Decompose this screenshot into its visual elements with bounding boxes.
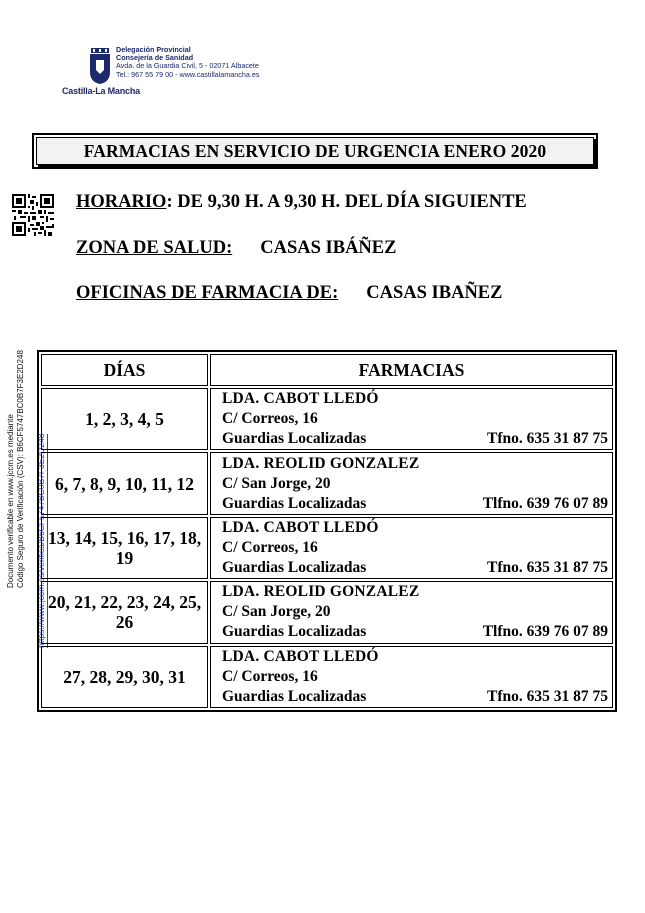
row-farmacia	[210, 581, 613, 643]
horario-line	[76, 192, 527, 213]
row-dias: 13, 14, 15, 16, 17, 18, 19	[41, 517, 208, 579]
header-farmacias: FARMACIAS	[210, 354, 613, 386]
table-row	[41, 646, 613, 708]
verification-link[interactable]: https://www.jccm.es/verifica/B6CF5747BC0B7F3E2D248	[36, 433, 46, 648]
pharmacy-address: C/ Correos, 16	[222, 410, 318, 428]
crest-icon	[88, 48, 112, 84]
verification-line-2: Código Seguro de Verificación (CSV): B6CF5747BC0B7F3E2D248	[16, 350, 25, 588]
pharmacy-guardias-row	[222, 622, 608, 642]
table-header-row	[41, 354, 613, 386]
pharmacy-phone: Tfno. 635 31 87 75	[487, 430, 608, 448]
pharmacy-guardias: Guardias Localizadas	[222, 558, 367, 576]
pharmacy-name: LDA. CABOT LLEDÓ	[222, 390, 379, 408]
pharmacy-guardias: Guardias Localizadas	[222, 494, 367, 512]
zona-label: ZONA DE SALUD:	[76, 238, 233, 258]
pharmacy-name: LDA. REOLID GONZALEZ	[222, 583, 420, 601]
pharmacy-phone: Tlfno. 639 76 07 89	[482, 494, 608, 512]
pharmacy-guardias: Guardias Localizadas	[222, 687, 367, 705]
pharmacy-phone: Tlfno. 639 76 07 89	[482, 623, 608, 641]
pharmacy-name: LDA. CABOT LLEDÓ	[222, 647, 379, 665]
row-farmacia	[210, 388, 613, 450]
row-farmacia	[210, 646, 613, 708]
qr-code-icon	[12, 194, 54, 236]
header-dias: DÍAS	[41, 354, 208, 386]
row-dias: 27, 28, 29, 30, 31	[41, 646, 208, 708]
title-box	[32, 133, 598, 169]
horario-label: HORARIO	[76, 192, 167, 212]
pharmacy-address: C/ Correos, 16	[222, 667, 318, 685]
page-title: FARMACIAS EN SERVICIO DE URGENCIA ENERO 2020	[36, 137, 594, 165]
oficinas-line	[76, 283, 503, 304]
pharmacy-guardias-row	[222, 494, 608, 514]
pharmacy-address: C/ San Jorge, 20	[222, 603, 331, 621]
pharmacy-guardias: Guardias Localizadas	[222, 430, 367, 448]
oficinas-value: CASAS IBAÑEZ	[366, 283, 503, 303]
table-row	[41, 388, 613, 450]
table-row	[41, 581, 613, 643]
zona-value: CASAS IBÁÑEZ	[260, 238, 397, 258]
pharmacy-guardias-row	[222, 429, 608, 449]
pharmacy-phone: Tfno. 635 31 87 75	[487, 558, 608, 576]
org-line-3: Avda. de la Guardia Civil, 5 - 02071 Albacete	[116, 61, 259, 71]
organization-info	[116, 46, 259, 79]
pharmacy-guardias: Guardias Localizadas	[222, 623, 367, 641]
pharmacy-address: C/ San Jorge, 20	[222, 474, 331, 492]
row-farmacia	[210, 517, 613, 579]
table-row	[41, 452, 613, 514]
verification-text	[6, 350, 26, 588]
pharmacy-phone: Tfno. 635 31 87 75	[487, 687, 608, 705]
row-dias: 1, 2, 3, 4, 5	[41, 388, 208, 450]
org-line-1: Delegación Provincial	[116, 45, 191, 54]
table-row	[41, 517, 613, 579]
pharmacy-table	[37, 350, 617, 712]
pharmacy-address: C/ Correos, 16	[222, 538, 318, 556]
verification-line-1: Documento verificable en www.jccm.es mediante	[6, 414, 15, 588]
row-dias: 20, 21, 22, 23, 24, 25, 26	[41, 581, 208, 643]
brand-name: Castilla-La Mancha	[62, 86, 140, 96]
pharmacy-name: LDA. CABOT LLEDÓ	[222, 518, 379, 536]
org-line-4: Tel.: 967 55 79 00 - www.castillalamancha.es	[116, 69, 260, 79]
row-dias: 6, 7, 8, 9, 10, 11, 12	[41, 452, 208, 514]
row-farmacia	[210, 452, 613, 514]
org-line-2: Consejería de Sanidad	[116, 53, 194, 63]
pharmacy-guardias-row	[222, 687, 608, 707]
zona-line	[76, 238, 396, 259]
pharmacy-name: LDA. REOLID GONZALEZ	[222, 454, 420, 472]
oficinas-label: OFICINAS DE FARMACIA DE:	[76, 283, 339, 303]
pharmacy-guardias-row	[222, 558, 608, 578]
horario-value: : DE 9,30 H. A 9,30 H. DEL DÍA SIGUIENTE	[166, 192, 527, 212]
header-logo	[62, 44, 282, 100]
